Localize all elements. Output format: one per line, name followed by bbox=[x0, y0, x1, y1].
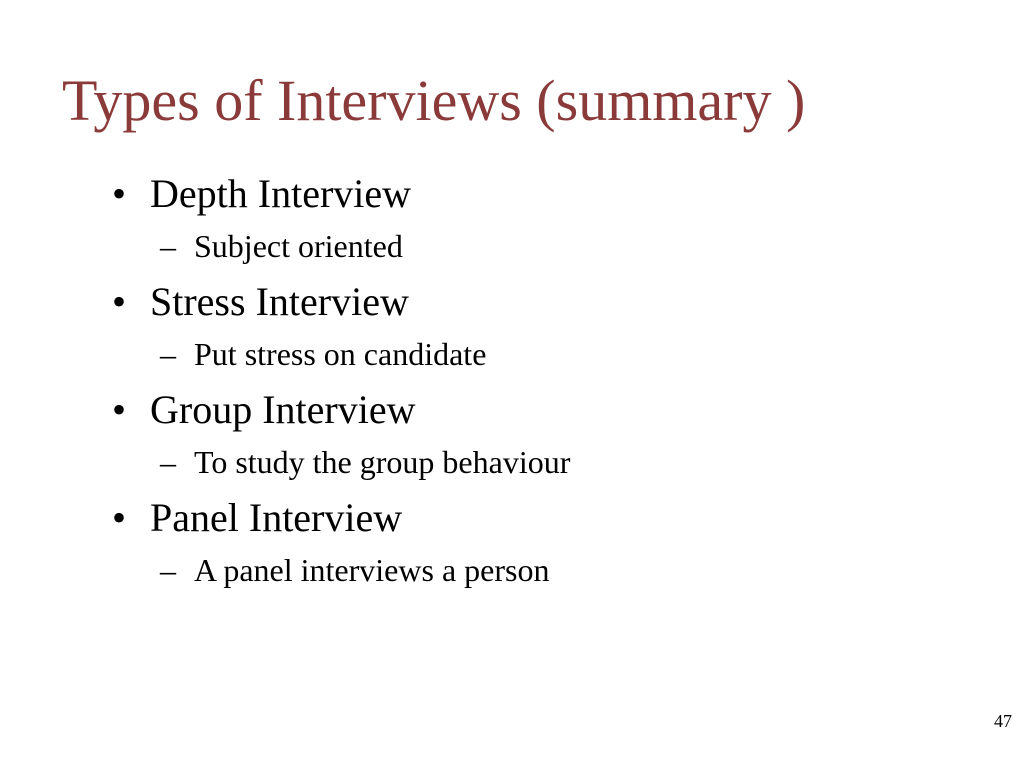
bullet-group bbox=[112, 492, 570, 600]
bullet-item bbox=[112, 384, 570, 436]
bullet-text: Depth Interview bbox=[150, 171, 412, 216]
sub-item bbox=[160, 220, 570, 276]
dash-icon: – bbox=[160, 552, 176, 588]
sub-item-text: To study the group behaviour bbox=[194, 444, 571, 480]
bullet-group bbox=[112, 168, 570, 276]
bullet-icon: • bbox=[112, 171, 127, 216]
sub-item-text: Put stress on candidate bbox=[194, 336, 487, 372]
bullet-group bbox=[112, 276, 570, 384]
bullet-item bbox=[112, 276, 570, 328]
sub-item bbox=[160, 436, 570, 492]
bullet-text: Group Interview bbox=[150, 387, 416, 432]
bullet-icon: • bbox=[112, 387, 127, 432]
dash-icon: – bbox=[160, 228, 176, 264]
dash-icon: – bbox=[160, 336, 176, 372]
bullet-icon: • bbox=[112, 495, 127, 540]
bullet-group bbox=[112, 384, 570, 492]
bullet-text: Panel Interview bbox=[150, 495, 403, 540]
bullet-text: Stress Interview bbox=[150, 279, 409, 324]
sub-item bbox=[160, 328, 570, 384]
bullet-list bbox=[112, 168, 570, 600]
dash-icon: – bbox=[160, 444, 176, 480]
bullet-icon: • bbox=[112, 279, 127, 324]
slide-title: Types of Interviews (summary ) bbox=[62, 68, 806, 133]
bullet-item bbox=[112, 492, 570, 544]
sub-item bbox=[160, 544, 570, 600]
slide-number: 47 bbox=[994, 711, 1012, 731]
sub-item-text: A panel interviews a person bbox=[194, 552, 550, 588]
sub-item-text: Subject oriented bbox=[194, 228, 403, 264]
bullet-item bbox=[112, 168, 570, 220]
